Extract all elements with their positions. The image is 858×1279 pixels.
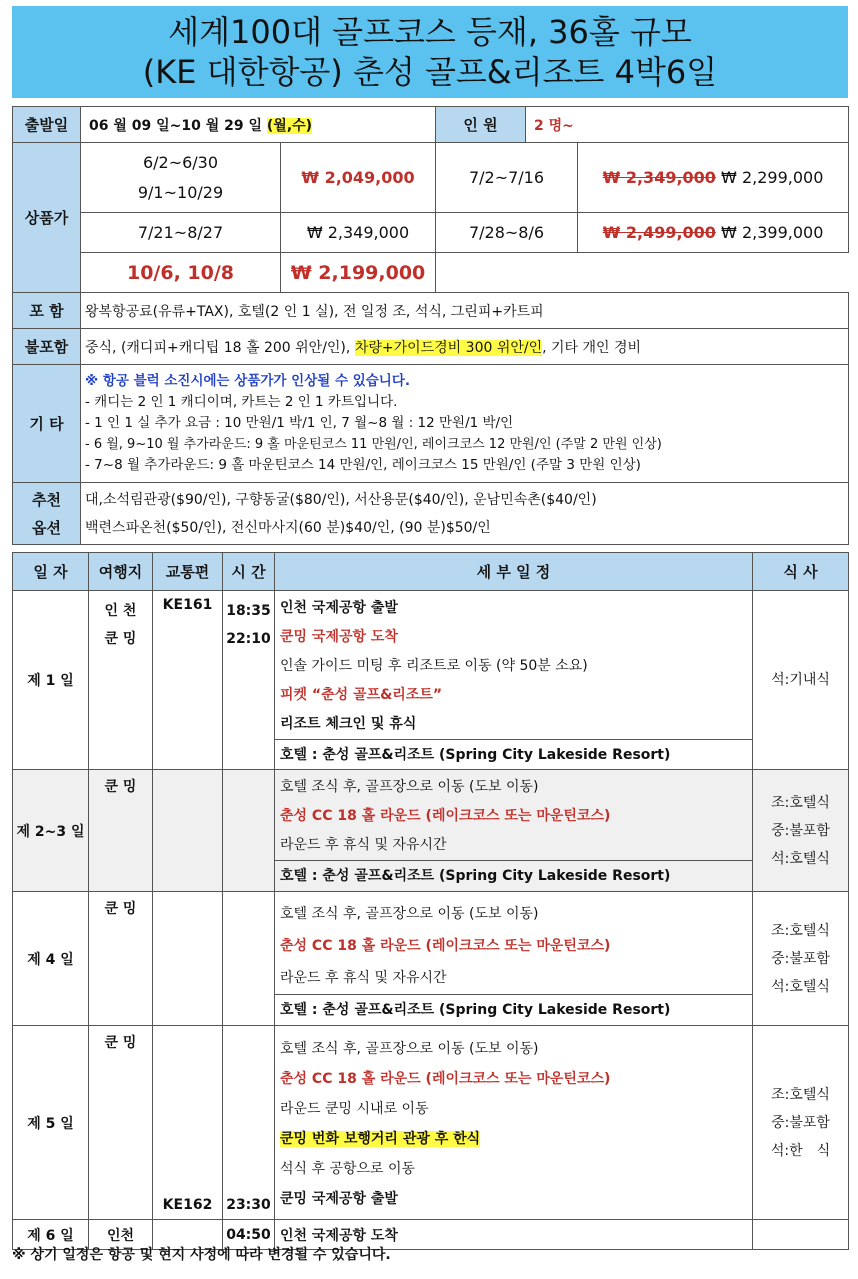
schedule-table [12, 552, 849, 1250]
col-detail: 세 부 일 정 [275, 553, 753, 591]
day-4-label: 제 4 일 [13, 892, 89, 1026]
include-text: 왕복항공료(유류+TAX), 호텔(2 인 1 실), 전 일정 조, 석식, 그린피+카트피 [81, 293, 849, 329]
day-4-place: 쿤 밍 [89, 892, 153, 1026]
day-5-place: 쿤 밍 [89, 1026, 153, 1220]
day-4-meal: 조:호텔식 중:불포함 석:호텔식 [753, 892, 849, 1026]
price-value-1: ₩ 2,049,000 [281, 143, 436, 213]
col-day: 일 자 [13, 553, 89, 591]
day-23-detail [275, 770, 753, 892]
title-banner [12, 6, 848, 98]
etc-notice: ※ 항공 블럭 소진시에는 상품가가 인상될 수 있습니다. [85, 373, 411, 389]
exclude-label: 불포함 [13, 329, 81, 365]
day-5-label: 제 5 일 [13, 1026, 89, 1220]
schedule-item: 라운드 후 휴식 및 자유시간 [280, 837, 447, 853]
day-5-detail [275, 1026, 753, 1220]
price-period-2: 7/2~7/16 [436, 143, 578, 213]
price-period-3: 7/21~8/27 [81, 213, 281, 253]
day-6-label: 제 6 일 [13, 1220, 89, 1250]
options-label: 추천 옵션 [13, 483, 81, 545]
include-label: 포 함 [13, 293, 81, 329]
day-1-detail [275, 591, 753, 770]
day-23-label: 제 2~3 일 [13, 770, 89, 892]
price-period-5: 10/6, 10/8 [81, 253, 281, 293]
hotel-line: 호텔 : 춘성 골프&리조트 (Spring City Lakeside Resort) [275, 860, 752, 890]
schedule-item: 라운드 후 휴식 및 자유시간 [280, 970, 447, 986]
price-period-4: 7/28~8/6 [436, 213, 578, 253]
price-label: 상품가 [13, 143, 81, 293]
people-value: 2 명~ [526, 107, 849, 143]
departure-value: 06 월 09 일~10 월 29 일 (월,수) [81, 107, 436, 143]
schedule-item: 리조트 체크인 및 휴식 [280, 716, 417, 732]
exclude-highlight: 차량+가이드경비 300 위안/인 [354, 339, 543, 356]
day-1-time: 18:35 22:10 [223, 591, 275, 770]
day-6-place: 인천 [89, 1220, 153, 1250]
schedule-item: 석식 후 공항으로 이동 [280, 1161, 416, 1177]
hotel-line: 호텔 : 춘성 골프&리조트 (Spring City Lakeside Resort) [275, 739, 752, 769]
info-table [12, 106, 849, 545]
day-5-meal: 조:호텔식 중:불포함 석:한 식 [753, 1026, 849, 1220]
day-6-time: 04:50 [223, 1220, 275, 1250]
day-23-place: 쿤 밍 [89, 770, 153, 892]
schedule-item: 인솔 가이드 미팅 후 리조트로 이동 (약 50분 소요) [280, 658, 588, 674]
hotel-line: 호텔 : 춘성 골프&리조트 (Spring City Lakeside Resort) [275, 994, 752, 1024]
footnote: ※ 상기 일정은 항공 및 현지 사정에 따라 변경될 수 있습니다. [12, 1247, 391, 1263]
day-1-meal: 석:기내식 [753, 591, 849, 770]
schedule-item: 호텔 조식 후, 골프장으로 이동 (도보 이동) [280, 906, 539, 922]
etc-line: - 6 월, 9~10 월 추가라운드: 9 홀 마운틴코스 11 만원/인, 레이크코스 12 만원/인 (주말 2 만원 인상) [85, 437, 662, 452]
price-value-3: ₩ 2,349,000 [281, 213, 436, 253]
schedule-item: 라운드 쿤밍 시내로 이동 [280, 1101, 429, 1117]
price-value-5: ₩ 2,199,000 [281, 253, 436, 293]
schedule-item: 춘성 CC 18 홀 라운드 (레이크코스 또는 마운틴코스) [280, 1071, 611, 1087]
day-23-meal: 조:호텔식 중:불포함 석:호텔식 [753, 770, 849, 892]
col-time: 시 간 [223, 553, 275, 591]
exclude-text: 중식, (캐디피+캐디팁 18 홀 200 위안/인), 차량+가이드경비 300 위안/인, 기타 개인 경비 [81, 329, 849, 365]
price-period-1: 6/2~6/30 9/1~10/29 [81, 143, 281, 213]
col-place: 여행지 [89, 553, 153, 591]
etc-line: - 7~8 월 추가라운드: 9 홀 마운틴코스 14 만원/인, 레이크코스 15 만원/인 (주말 3 만원 인상) [85, 457, 641, 473]
day-1-flight: KE161 [153, 591, 223, 770]
schedule-item: 인천 국제공항 출발 [280, 600, 398, 616]
col-flight: 교통편 [153, 553, 223, 591]
day-5-flight: KE162 [153, 1026, 223, 1220]
options-text: 대,소석림관광($90/인), 구향동굴($80/인), 서산용문($40/인), 운남민속촌($40/인) 백련스파온천($50/인), 전신마사지(60 분)$40/인, (90 분)$50/인 [81, 483, 849, 545]
schedule-item: 호텔 조식 후, 골프장으로 이동 (도보 이동) [280, 779, 539, 795]
etc-label: 기 타 [13, 365, 81, 483]
etc-text [81, 365, 849, 483]
day-1-label: 제 1 일 [13, 591, 89, 770]
title-line-1: 세계100대 골프코스 등재, 36홀 규모 [168, 13, 692, 51]
etc-line: - 1 인 1 실 추가 요금 : 10 만원/1 박/1 인, 7 월~8 월 : 12 만원/1 박/인 [85, 415, 514, 431]
col-meal: 식 사 [753, 553, 849, 591]
schedule-item: 피켓 “춘성 골프&리조트” [280, 687, 443, 703]
schedule-item: 쿤밍 번화 보행거리 관광 후 한식 [280, 1131, 481, 1147]
schedule-item: 춘성 CC 18 홀 라운드 (레이크코스 또는 마운틴코스) [280, 808, 611, 824]
people-label: 인 원 [436, 107, 526, 143]
day-1-place: 인 천 쿤 밍 [89, 591, 153, 770]
etc-line: - 캐디는 2 인 1 캐디이며, 카트는 2 인 1 카트입니다. [85, 394, 398, 410]
departure-label: 출발일 [13, 107, 81, 143]
title-line-2: (KE 대한항공) 춘성 골프&리조트 4박6일 [142, 53, 718, 91]
day-5-time: 23:30 [223, 1026, 275, 1220]
schedule-item: 호텔 조식 후, 골프장으로 이동 (도보 이동) [280, 1041, 539, 1057]
schedule-item: 쿤밍 국제공항 도착 [280, 629, 398, 645]
price-value-2: ₩ 2,349,000 ₩ 2,299,000 [578, 143, 849, 213]
day-4-detail [275, 892, 753, 1026]
schedule-item: 춘성 CC 18 홀 라운드 (레이크코스 또는 마운틴코스) [280, 938, 611, 954]
price-value-4: ₩ 2,499,000 ₩ 2,399,000 [578, 213, 849, 253]
schedule-item: 쿤밍 국제공항 출발 [280, 1191, 398, 1207]
departure-days: (월,수) [266, 117, 313, 134]
day-6-detail: 인천 국제공항 도착 [275, 1220, 753, 1250]
